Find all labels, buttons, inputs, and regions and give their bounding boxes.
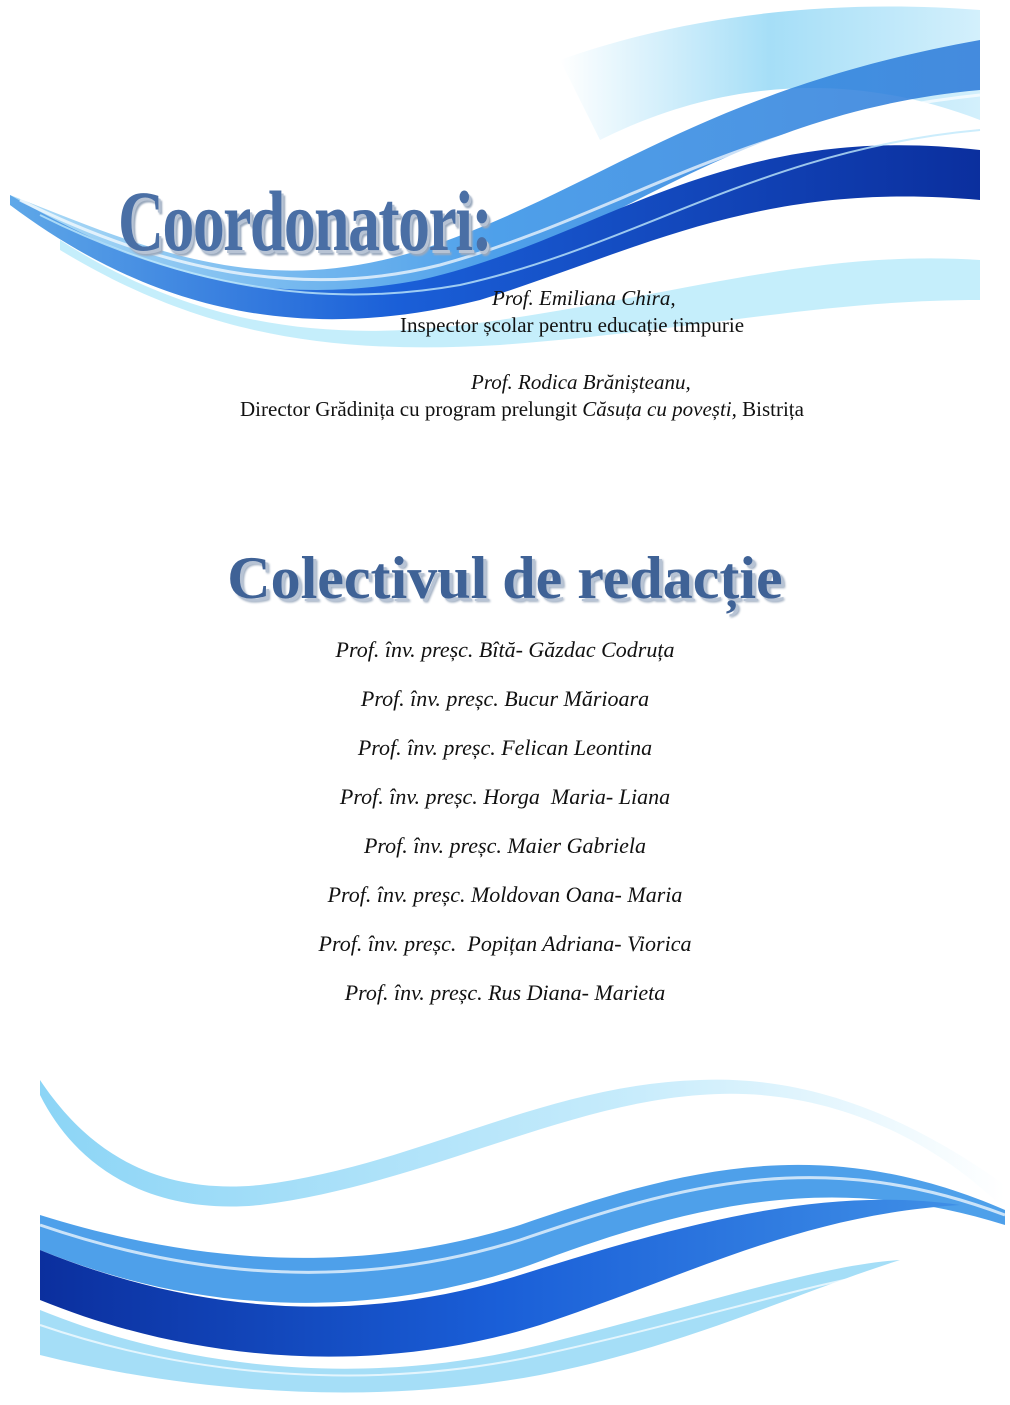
coordinator-1-role: Inspector școlar pentru educație timpurie <box>400 313 745 337</box>
coordinator-2-role-suffix: Bistrița <box>736 397 804 421</box>
bottom-wave-decoration <box>0 1075 1010 1405</box>
list-item: Prof. înv. preșc. Bucur Mărioara <box>360 686 650 711</box>
list-item: Prof. înv. preșc. Rus Diana- Marieta <box>344 980 666 1005</box>
list-item: Prof. înv. preșc. Felican Leontina <box>357 735 653 760</box>
coordinator-2-role-institution: Căsuța cu povești, <box>582 397 737 421</box>
list-item: Prof. înv. preșc. Moldovan Oana- Maria <box>327 882 683 907</box>
list-item: Prof. înv. preșc. Horga Maria- Liana <box>339 784 671 809</box>
list-item: Prof. înv. preșc. Popițan Adriana- Viorica <box>318 931 692 956</box>
editorial-members-list <box>0 635 1010 1027</box>
coordinator-1-name: Prof. Emiliana Chira, <box>492 286 676 310</box>
coordinator-2-name: Prof. Rodica Brănișteanu, <box>471 370 691 394</box>
list-item: Prof. înv. preșc. Maier Gabriela <box>363 833 647 858</box>
list-item: Prof. înv. preșc. Bîtă- Găzdac Codruța <box>335 637 675 662</box>
coordinators-heading: Coordonatori: <box>118 173 492 269</box>
editorial-heading: Colectivul de redacție <box>227 545 783 611</box>
coordinator-2-role-prefix: Director Grădinița cu program prelungit <box>240 397 583 421</box>
coordinator-2-role <box>240 397 804 422</box>
